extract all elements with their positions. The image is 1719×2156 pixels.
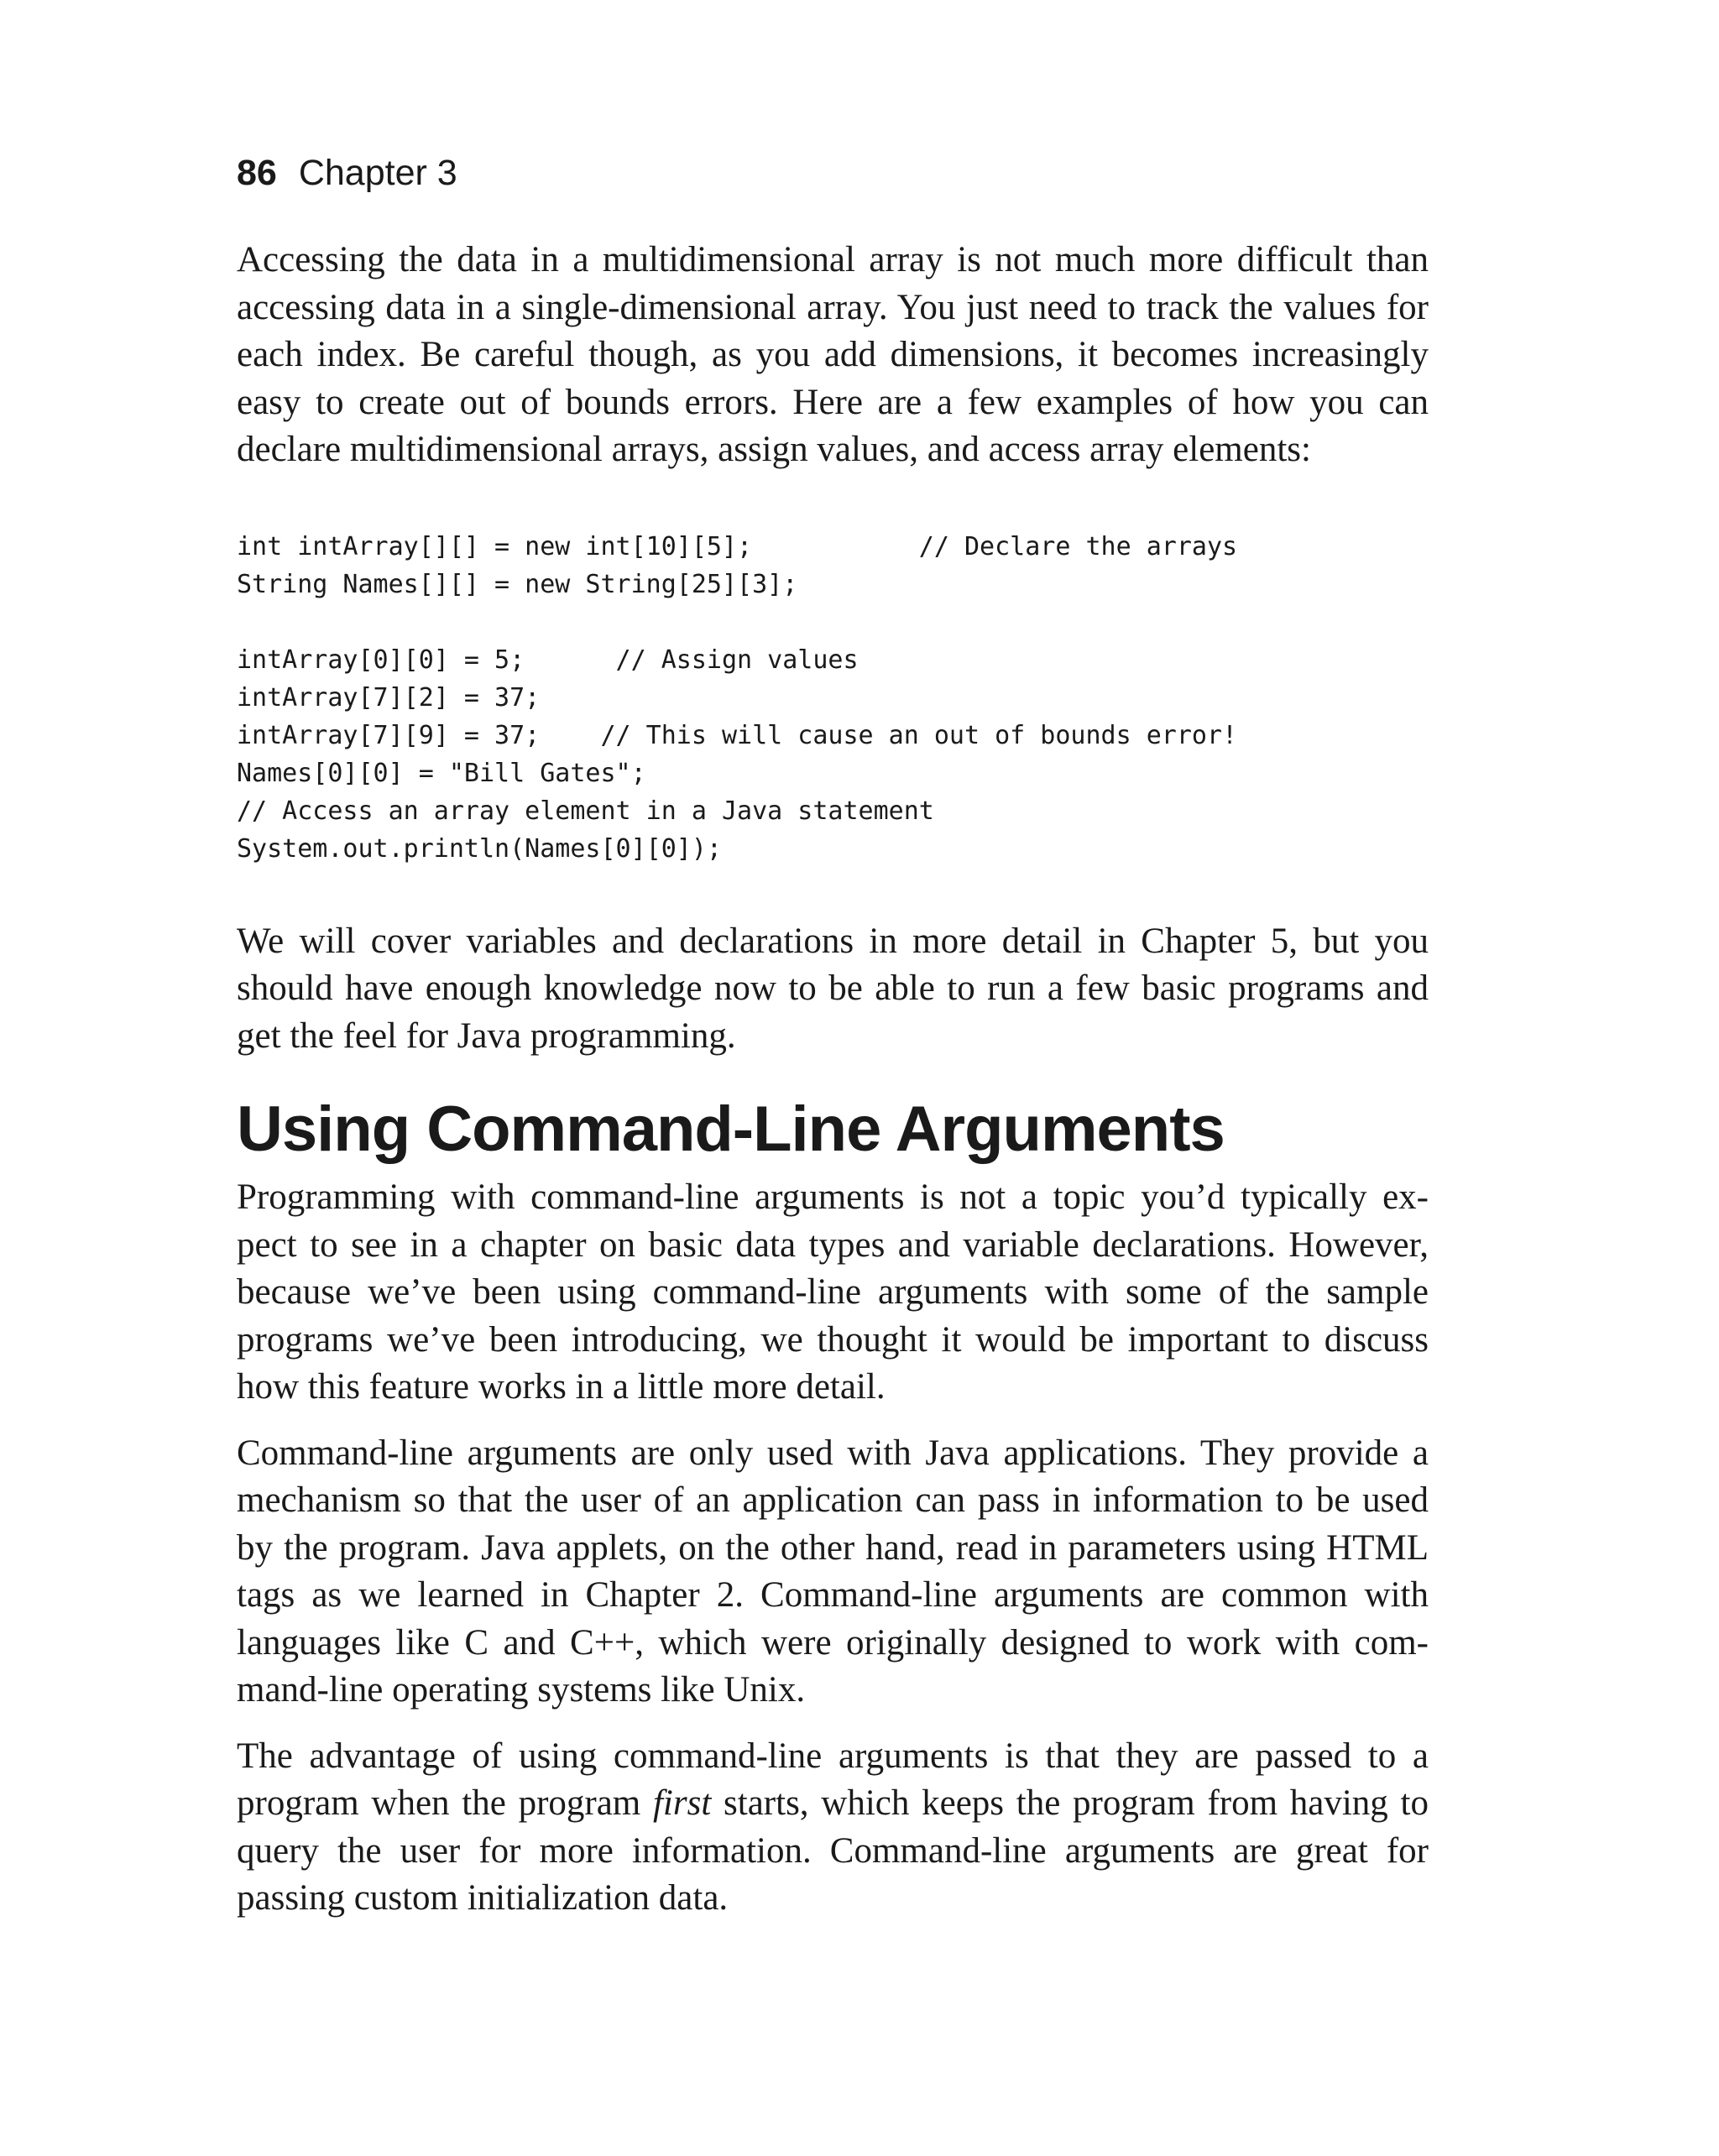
section-heading: Using Command-Line Arguments [237, 1094, 1225, 1165]
section-paragraph-1 [237, 1174, 1429, 1412]
code-line: // Access an array element in a Java statement [237, 796, 934, 826]
code-line: int intArray[][] = new int[10][5]; // Declare the arrays [237, 531, 1238, 561]
code-block [237, 528, 1429, 868]
page-number: 86 [237, 153, 277, 193]
paragraph-line: The advantage of using command-line arguments is that they are passed to a [237, 1736, 1429, 1776]
paragraph-line: accessing data in a single-dimensional array. You just need to track the values for [237, 287, 1429, 327]
paragraph-line: We will cover variables and declarations in more detail in Chapter 5, but you [237, 921, 1429, 961]
paragraph-line-with-emphasis [237, 1780, 1429, 1828]
text-run: starts, which keeps the program from having to [711, 1783, 1429, 1823]
code-line: System.out.println(Names[0][0]); [237, 833, 722, 864]
code-line: intArray[7][2] = 37; [237, 682, 541, 713]
code-line: intArray[7][9] = 37; // This will cause an out of bounds error! [237, 720, 1238, 750]
text-run: program when the program [237, 1783, 653, 1823]
paragraph-line: languages like C and C++, which were originally designed to work with com- [237, 1622, 1429, 1663]
running-head [237, 149, 1429, 196]
paragraph-line: should have enough knowledge now to be able to run a few basic programs and [237, 968, 1429, 1008]
section-paragraph-2 [237, 1430, 1429, 1715]
paragraph-line: by the program. Java applets, on the other hand, read in parameters using HTML [237, 1527, 1429, 1568]
paragraph-line: Command-line arguments are only used with Java applications. They provide a [237, 1433, 1429, 1473]
paragraph-line: programs we’ve been introducing, we thought it would be important to discuss [237, 1319, 1429, 1360]
emphasized-word: first [652, 1783, 712, 1823]
section-paragraph-3 [237, 1733, 1429, 1923]
paragraph-line: mand-line operating systems like Unix. [237, 1670, 806, 1710]
code-line: intArray[0][0] = 5; // Assign values [237, 645, 859, 675]
intro-paragraph [237, 237, 1429, 474]
paragraph-line: tags as we learned in Chapter 2. Command-line arguments are common with [237, 1575, 1429, 1615]
followup-paragraph [237, 918, 1429, 1061]
paragraph-line: Programming with command-line arguments is not a topic you’d typically ex- [237, 1177, 1429, 1217]
paragraph-line: how this feature works in a little more detail. [237, 1367, 886, 1407]
paragraph-line: easy to create out of bounds errors. Here are a few examples of how you can [237, 382, 1429, 422]
code-blank-line [237, 603, 1429, 641]
paragraph-line: Accessing the data in a multidimensional array is not much more difficult than [237, 240, 1429, 279]
paragraph-line: passing custom initialization data. [237, 1878, 729, 1918]
paragraph-line: get the feel for Java programming. [237, 1015, 736, 1056]
code-line: String Names[][] = new String[25][3]; [237, 569, 798, 599]
code-line: Names[0][0] = "Bill Gates"; [237, 758, 646, 788]
chapter-label: Chapter 3 [298, 153, 457, 193]
paragraph-line: because we’ve been using command-line arguments with some of the sample [237, 1272, 1429, 1312]
paragraph-line: mechanism so that the user of an application can pass in information to be used [237, 1480, 1429, 1520]
paragraph-line: pect to see in a chapter on basic data types and variable declarations. However, [237, 1224, 1429, 1265]
paragraph-line: each index. Be careful though, as you add dimensions, it becomes increasingly [237, 335, 1429, 374]
page-content [237, 149, 1429, 1941]
paragraph-line: query the user for more information. Command-line arguments are great for [237, 1830, 1429, 1871]
paragraph-line: declare multidimensional arrays, assign values, and access array elements: [237, 430, 1311, 469]
